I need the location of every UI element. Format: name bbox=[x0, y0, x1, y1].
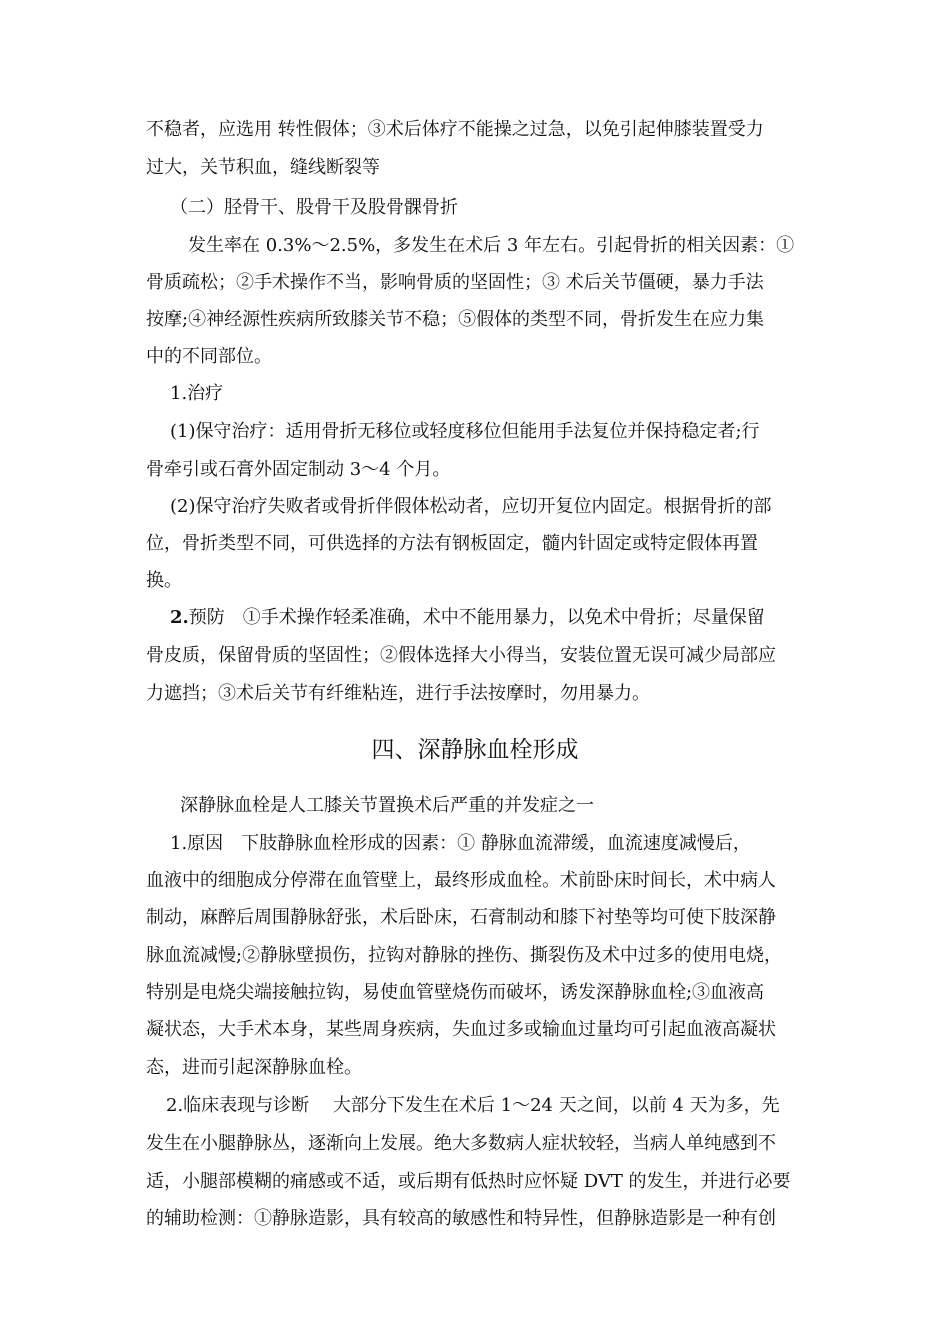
paragraph-line: 中的不同部位。 bbox=[146, 346, 272, 367]
paragraph-line: 骨牵引或石膏外固定制动 3～4 个月。 bbox=[146, 459, 451, 480]
prevention-paragraph bbox=[170, 606, 765, 630]
subsection-heading: （二）胫骨干、股骨干及股骨髁骨折 bbox=[170, 197, 458, 218]
paragraph-line: 发生在小腿静脉丛，逐渐向上发展。绝大多数病人症状较轻，当病人单纯感到不 bbox=[146, 1133, 776, 1154]
paragraph-line: 骨皮质，保留骨质的坚固性；②假体选择大小得当，安装位置无误可减少局部应 bbox=[146, 645, 776, 666]
paragraph-line: 特别是电烧尖端接触拉钩，易使血管壁烧伤而破坏，诱发深静脉血栓;③血液高 bbox=[146, 982, 765, 1003]
paragraph-line: (2)保守治疗失败者或骨折伴假体松动者，应切开复位内固定。根据骨折的部 bbox=[170, 496, 772, 517]
paragraph-line: 换。 bbox=[146, 570, 182, 591]
item-heading: 1.治疗 bbox=[170, 383, 224, 404]
paragraph-line: 过大，关节积血，缝线断裂等 bbox=[146, 157, 380, 178]
paragraph-line: 态，进而引起深静脉血栓。 bbox=[146, 1057, 362, 1078]
paragraph-line: (1)保守治疗：适用骨折无移位或轻度移位但能用手法复位并保持稳定者;行 bbox=[170, 421, 760, 442]
paragraph-line: 发生率在 0.3%～2.5%，多发生在术后 3 年左右。引起骨折的相关因素：① bbox=[188, 235, 795, 256]
paragraph-line: 1.原因 下肢静脉血栓形成的因素：① 静脉血流滞缓，血流速度减慢后， bbox=[170, 833, 751, 854]
paragraph-line: 制动，麻醉后周围静脉舒张，术后卧床，石膏制动和膝下衬垫等均可使下肢深静 bbox=[146, 907, 776, 928]
paragraph-line: 位，骨折类型不同，可供选择的方法有钢板固定，髓内针固定或特定假体再置 bbox=[146, 533, 758, 554]
paragraph-line: 按摩;④神经源性疾病所致膝关节不稳；⑤假体的类型不同，骨折发生在应力集 bbox=[146, 309, 765, 330]
paragraph-line: 脉血流减慢;②静脉壁损伤，拉钩对静脉的挫伤、撕裂伤及术中过多的使用电烧， bbox=[146, 945, 783, 966]
paragraph-line: 2.临床表现与诊断 大部分下发生在术后 1～24 天之间，以前 4 天为多，先 bbox=[166, 1095, 780, 1116]
section-heading: 四、深静脉血栓形成 bbox=[371, 737, 579, 763]
item-number: 2. bbox=[170, 607, 189, 628]
paragraph-line: 深静脉血栓是人工膝关节置换术后严重的并发症之一 bbox=[180, 795, 594, 816]
paragraph-text: 预防 ①手术操作轻柔准确，术中不能用暴力，以免术中骨折；尽量保留 bbox=[188, 607, 765, 628]
paragraph-line: 骨质疏松；②手术操作不当，影响骨质的坚固性；③ 术后关节僵硬，暴力手法 bbox=[146, 272, 764, 293]
paragraph-line: 适，小腿部模糊的痛感或不适，或后期有低热时应怀疑 DVT 的发生，并进行必要 bbox=[146, 1171, 791, 1192]
paragraph-line: 的辅助检测：①静脉造影，具有较高的敏感性和特异性，但静脉造影是一种有创 bbox=[146, 1208, 776, 1229]
paragraph-line: 血液中的细胞成分停滞在血管壁上，最终形成血栓。术前卧床时间长，术中病人 bbox=[146, 870, 776, 891]
paragraph-line: 力遮挡；③术后关节有纤维粘连，进行手法按摩时，勿用暴力。 bbox=[146, 683, 650, 704]
paragraph-line: 不稳者，应选用 转性假体；③术后体疗不能操之过急，以免引起伸膝装置受力 bbox=[146, 119, 764, 140]
paragraph-line: 凝状态，大手术本身，某些周身疾病，失血过多或输血过量均可引起血液高凝状 bbox=[146, 1019, 776, 1040]
